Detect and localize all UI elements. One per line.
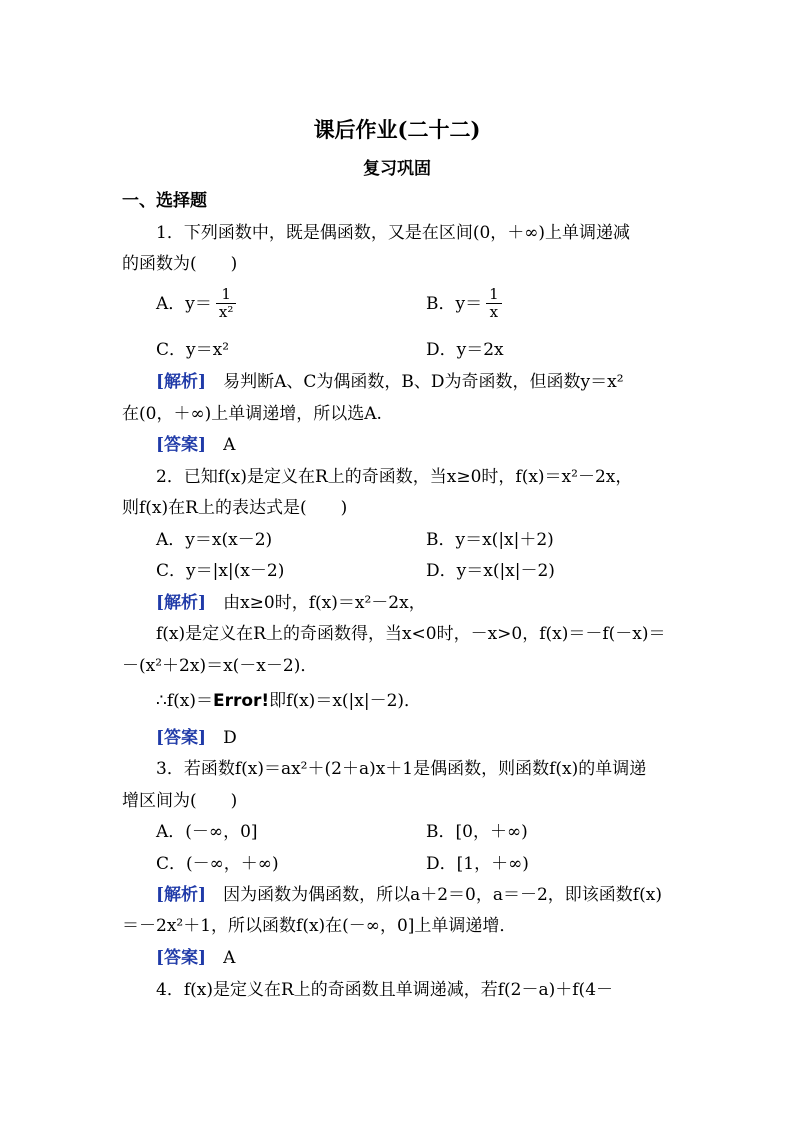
q2-option-d: D．y＝x(|x|－2) [426,561,555,581]
q1-option-a-numerator: 1 [221,285,231,303]
q3-option-d: D．[1，＋∞) [426,854,529,874]
q1-answer-tag: [答案] [156,435,207,455]
q2-option-a: A．y＝x(x－2) [156,530,273,550]
q3-analysis-tag: [解析] [156,885,207,905]
q1-option-a-denominator: x² [216,303,236,321]
q2-analysis-line4-a: ∴f(x)＝ [156,691,213,711]
q3-option-a: A．(－∞，0] [156,822,258,842]
q1-option-b-denominator: x [486,303,502,321]
q2-analysis-line2: f(x)是定义在R上的奇函数得，当x<0时，－x>0，f(x)＝－f(－x)＝ [156,624,666,644]
q1-option-b-numerator: 1 [489,285,499,303]
q1-stem-line1: 1．下列函数中，既是偶函数，又是在区间(0，＋∞)上单调递减 [156,223,631,243]
q2-analysis-line1 [156,592,426,614]
q1-option-d: D．y＝2x [426,340,504,360]
q2-stem-line2: 则f(x)在R上的表达式是( ) [122,498,348,518]
q3-analysis-line2: ＝－2x²＋1，所以函数f(x)在(－∞，0]上单调递增． [122,916,517,936]
q2-answer-value: D [206,728,237,748]
q3-option-c: C．(－∞，＋∞) [156,854,279,874]
q2-answer [156,727,237,749]
q1-option-b-prefix: B．y＝ [426,293,483,314]
q2-answer-tag: [答案] [156,728,207,748]
q1-option-b [426,286,502,321]
q3-option-b: B．[0，＋∞) [426,822,528,842]
q1-analysis-tag: [解析] [156,372,207,392]
q4-stem-line1: 4．f(x)是定义在R上的奇函数且单调递减，若f(2－a)＋f(4－ [156,980,614,1000]
q2-option-c: C．y＝|x|(x－2) [156,561,285,581]
q1-analysis-line1 [156,371,624,393]
q1-analysis-line2: 在(0，＋∞)上单调递增，所以选A. [122,404,382,424]
page-title: 课后作业(二十二) [313,117,481,142]
page-subtitle: 复习巩固 [363,159,431,179]
q1-option-a [156,286,236,321]
q1-option-a-fraction [216,286,236,321]
q2-error-text: Error! [212,691,270,711]
q1-option-c: C．y＝x² [156,340,230,360]
q3-answer-tag: [答案] [156,948,207,968]
q2-analysis-tag: [解析] [156,593,207,613]
q1-answer-value: A [206,435,236,455]
q2-stem-line1: 2．已知f(x)是定义在R上的奇函数，当x≥0时，f(x)＝x²－2x， [156,467,633,487]
q2-analysis-text1: 由x≥0时，f(x)＝x²－2x， [206,593,426,613]
q2-analysis-line4 [156,690,421,712]
q1-stem-line2: 的函数为( ) [122,254,238,274]
q1-option-a-prefix: A．y＝ [156,293,212,314]
q2-option-b: B．y＝x(|x|＋2) [426,530,554,550]
q1-option-b-fraction [486,286,502,321]
q2-analysis-line4-b: 即f(x)＝x(|x|－2)． [269,691,422,711]
q3-answer [156,947,235,969]
q3-stem-line1: 3．若函数f(x)＝ax²＋(2＋a)x＋1是偶函数，则函数f(x)的单调递 [156,759,647,779]
q3-analysis-line1 [156,884,662,906]
q3-stem-line2: 增区间为( ) [122,791,238,811]
section-heading: 一、选择题 [122,191,207,211]
q2-analysis-line3: －(x²＋2x)＝x(－x－2)． [122,656,318,676]
q3-analysis-text1: 因为函数为偶函数，所以a＋2＝0，a＝－2，即该函数f(x) [206,885,662,905]
q1-answer [156,434,235,456]
q1-analysis-text1: 易判断A、C为偶函数，B、D为奇函数，但函数y＝x² [206,372,624,392]
q3-answer-value: A [206,948,236,968]
